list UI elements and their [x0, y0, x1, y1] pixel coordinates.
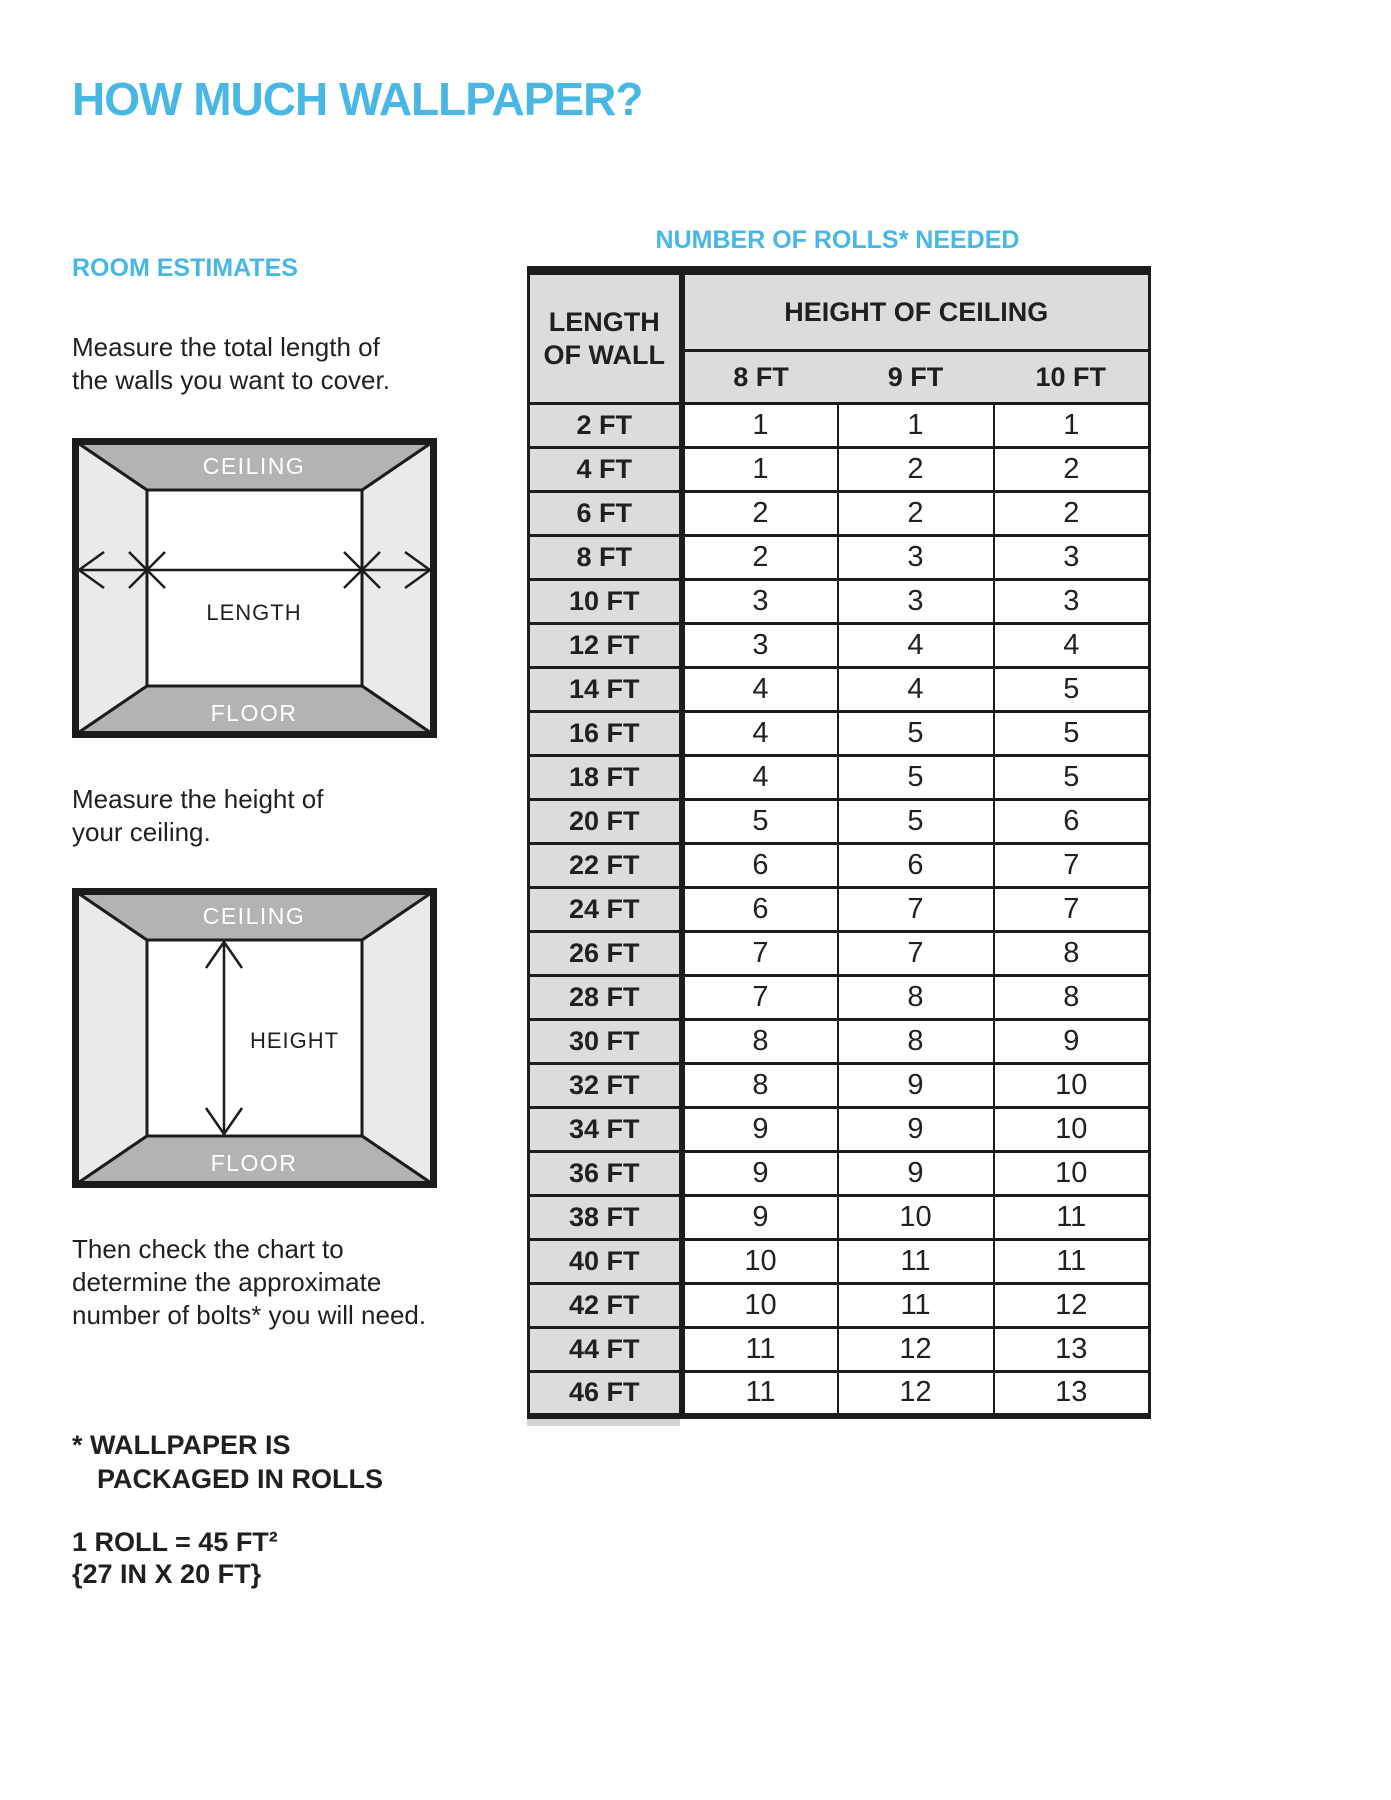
table-row: [529, 756, 1150, 800]
table-row: [529, 844, 1150, 888]
wall-length-label: 32 FT: [529, 1064, 682, 1108]
measure-length-text: [72, 331, 390, 397]
rolls-value: 4: [838, 624, 994, 668]
wall-length-label: 4 FT: [529, 448, 682, 492]
table-row: [529, 1152, 1150, 1196]
rolls-value: 3: [682, 624, 838, 668]
rolls-value: 11: [994, 1240, 1150, 1284]
table-row: [529, 1240, 1150, 1284]
measure-length-line2: the walls you want to cover.: [72, 365, 390, 395]
footnote-line1: * WALLPAPER IS: [72, 1430, 291, 1460]
table-row: [529, 976, 1150, 1020]
col-header-10ft: 10 FT: [994, 351, 1150, 404]
measure-height-line1: Measure the height of: [72, 784, 324, 814]
floor-label: FLOOR: [210, 1150, 298, 1176]
rolls-value: 11: [994, 1196, 1150, 1240]
rolls-value: 3: [838, 580, 994, 624]
table-row: [529, 580, 1150, 624]
wall-length-label: 40 FT: [529, 1240, 682, 1284]
label-column-shadow: [527, 1419, 680, 1426]
wall-length-label: 44 FT: [529, 1328, 682, 1372]
roll-size-line1: 1 ROLL = 45 FT²: [72, 1527, 278, 1557]
rolls-value: 10: [994, 1108, 1150, 1152]
rolls-value: 2: [682, 492, 838, 536]
measure-height-line2: your ceiling.: [72, 817, 211, 847]
length-label: LENGTH: [206, 600, 302, 625]
wall-length-label: 20 FT: [529, 800, 682, 844]
wall-length-label: 6 FT: [529, 492, 682, 536]
rolls-value: 5: [838, 800, 994, 844]
rolls-value: 8: [682, 1064, 838, 1108]
rolls-value: 4: [838, 668, 994, 712]
left-wall: [75, 891, 147, 1185]
rolls-value: 7: [838, 888, 994, 932]
left-wall: [75, 441, 147, 735]
rolls-value: 7: [682, 932, 838, 976]
rolls-value: 11: [682, 1372, 838, 1416]
wall-length-label: 42 FT: [529, 1284, 682, 1328]
wall-length-label: 28 FT: [529, 976, 682, 1020]
rolls-value: 2: [994, 448, 1150, 492]
table-row: [529, 1108, 1150, 1152]
rolls-value: 9: [682, 1196, 838, 1240]
wall-length-label: 2 FT: [529, 404, 682, 448]
check-chart-line1: Then check the chart to: [72, 1234, 344, 1264]
table-row: [529, 624, 1150, 668]
table-row: [529, 888, 1150, 932]
table-row: [529, 1372, 1150, 1416]
rolls-value: 2: [682, 536, 838, 580]
table-row: [529, 1064, 1150, 1108]
wall-length-label: 34 FT: [529, 1108, 682, 1152]
table-row: [529, 448, 1150, 492]
rolls-value: 9: [682, 1108, 838, 1152]
rolls-value: 8: [994, 976, 1150, 1020]
rolls-value: 9: [682, 1152, 838, 1196]
rolls-value: 5: [994, 668, 1150, 712]
wall-length-label: 26 FT: [529, 932, 682, 976]
table-row: [529, 536, 1150, 580]
table-row: [529, 1196, 1150, 1240]
wall-length-label: 30 FT: [529, 1020, 682, 1064]
rolls-value: 9: [838, 1152, 994, 1196]
rolls-value: 9: [838, 1108, 994, 1152]
roll-size-info: [72, 1526, 278, 1590]
rolls-value: 3: [838, 536, 994, 580]
wall-length-label: 10 FT: [529, 580, 682, 624]
rolls-value: 2: [994, 492, 1150, 536]
rolls-value: 4: [682, 756, 838, 800]
floor-label: FLOOR: [210, 700, 298, 726]
room-height-diagram: [72, 888, 437, 1188]
rolls-value: 6: [994, 800, 1150, 844]
table-row: [529, 492, 1150, 536]
room-length-diagram: [72, 438, 437, 738]
back-wall: [147, 490, 362, 686]
rolls-value: 11: [838, 1284, 994, 1328]
height-of-ceiling-header: HEIGHT OF CEILING: [682, 271, 1150, 351]
rolls-table: [527, 266, 1151, 1419]
col-header-8ft: 8 FT: [682, 351, 838, 404]
rolls-value: 7: [994, 844, 1150, 888]
wall-length-label: 22 FT: [529, 844, 682, 888]
wall-length-label: 12 FT: [529, 624, 682, 668]
ceiling-label: CEILING: [202, 903, 306, 929]
page-title: HOW MUCH WALLPAPER?: [72, 73, 643, 125]
table-row: [529, 1020, 1150, 1064]
right-wall: [362, 891, 434, 1185]
rolls-value: 12: [838, 1328, 994, 1372]
height-label: HEIGHT: [250, 1028, 340, 1053]
wall-length-label: 38 FT: [529, 1196, 682, 1240]
rolls-value: 2: [838, 448, 994, 492]
rolls-value: 5: [838, 712, 994, 756]
rolls-value: 3: [682, 580, 838, 624]
rolls-value: 1: [994, 404, 1150, 448]
rolls-value: 4: [682, 668, 838, 712]
rolls-value: 5: [838, 756, 994, 800]
rolls-value: 5: [682, 800, 838, 844]
roll-size-line2: {27 IN X 20 FT}: [72, 1559, 262, 1589]
check-chart-line2: determine the approximate: [72, 1267, 382, 1297]
rolls-value: 13: [994, 1328, 1150, 1372]
rolls-value: 11: [838, 1240, 994, 1284]
table-row: [529, 800, 1150, 844]
rolls-value: 11: [682, 1328, 838, 1372]
rolls-table-area: [527, 266, 1148, 1426]
ceiling-label: CEILING: [202, 453, 306, 479]
rolls-value: 9: [994, 1020, 1150, 1064]
measure-height-text: [72, 783, 324, 849]
rolls-value: 6: [682, 844, 838, 888]
rolls-value: 1: [682, 404, 838, 448]
rolls-value: 7: [994, 888, 1150, 932]
rolls-value: 10: [682, 1284, 838, 1328]
wall-length-label: 16 FT: [529, 712, 682, 756]
wallpaper-footnote: [72, 1428, 383, 1496]
rolls-value: 8: [682, 1020, 838, 1064]
rolls-value: 3: [994, 580, 1150, 624]
rolls-value: 4: [994, 624, 1150, 668]
rolls-value: 8: [838, 976, 994, 1020]
rolls-value: 1: [838, 404, 994, 448]
length-of-wall-line2: OF WALL: [543, 339, 665, 370]
room-estimates-heading: ROOM ESTIMATES: [72, 254, 298, 282]
wall-length-label: 14 FT: [529, 668, 682, 712]
rolls-value: 9: [838, 1064, 994, 1108]
rolls-value: 13: [994, 1372, 1150, 1416]
rolls-table-body: [529, 404, 1150, 1416]
rolls-value: 8: [994, 932, 1150, 976]
wall-length-label: 24 FT: [529, 888, 682, 932]
rolls-value: 10: [994, 1152, 1150, 1196]
table-row: [529, 668, 1150, 712]
wall-length-label: 46 FT: [529, 1372, 682, 1416]
table-row: [529, 932, 1150, 976]
rolls-value: 12: [838, 1372, 994, 1416]
rolls-value: 12: [994, 1284, 1150, 1328]
check-chart-text: [72, 1233, 426, 1332]
rolls-value: 1: [682, 448, 838, 492]
rolls-value: 7: [682, 976, 838, 1020]
rolls-value: 10: [682, 1240, 838, 1284]
measure-length-line1: Measure the total length of: [72, 332, 380, 362]
footnote-line2: PACKAGED IN ROLLS: [97, 1464, 384, 1494]
table-row: [529, 1284, 1150, 1328]
rolls-value: 10: [994, 1064, 1150, 1108]
wall-length-label: 36 FT: [529, 1152, 682, 1196]
wall-length-label: 8 FT: [529, 536, 682, 580]
rolls-value: 7: [838, 932, 994, 976]
wall-length-label: 18 FT: [529, 756, 682, 800]
table-row: [529, 1328, 1150, 1372]
rolls-value: 6: [682, 888, 838, 932]
table-row: [529, 404, 1150, 448]
table-row: [529, 712, 1150, 756]
length-of-wall-line1: LENGTH: [548, 306, 660, 337]
rolls-value: 8: [838, 1020, 994, 1064]
rolls-value: 2: [838, 492, 994, 536]
rolls-value: 5: [994, 712, 1150, 756]
rolls-value: 6: [838, 844, 994, 888]
check-chart-line3: number of bolts* you will need.: [72, 1300, 427, 1330]
right-wall: [362, 441, 434, 735]
rolls-value: 4: [682, 712, 838, 756]
rolls-needed-heading: NUMBER OF ROLLS* NEEDED: [655, 226, 1020, 254]
rolls-value: 5: [994, 756, 1150, 800]
rolls-value: 10: [838, 1196, 994, 1240]
rolls-value: 3: [994, 536, 1150, 580]
length-of-wall-header: [529, 271, 682, 404]
col-header-9ft: 9 FT: [838, 351, 994, 404]
